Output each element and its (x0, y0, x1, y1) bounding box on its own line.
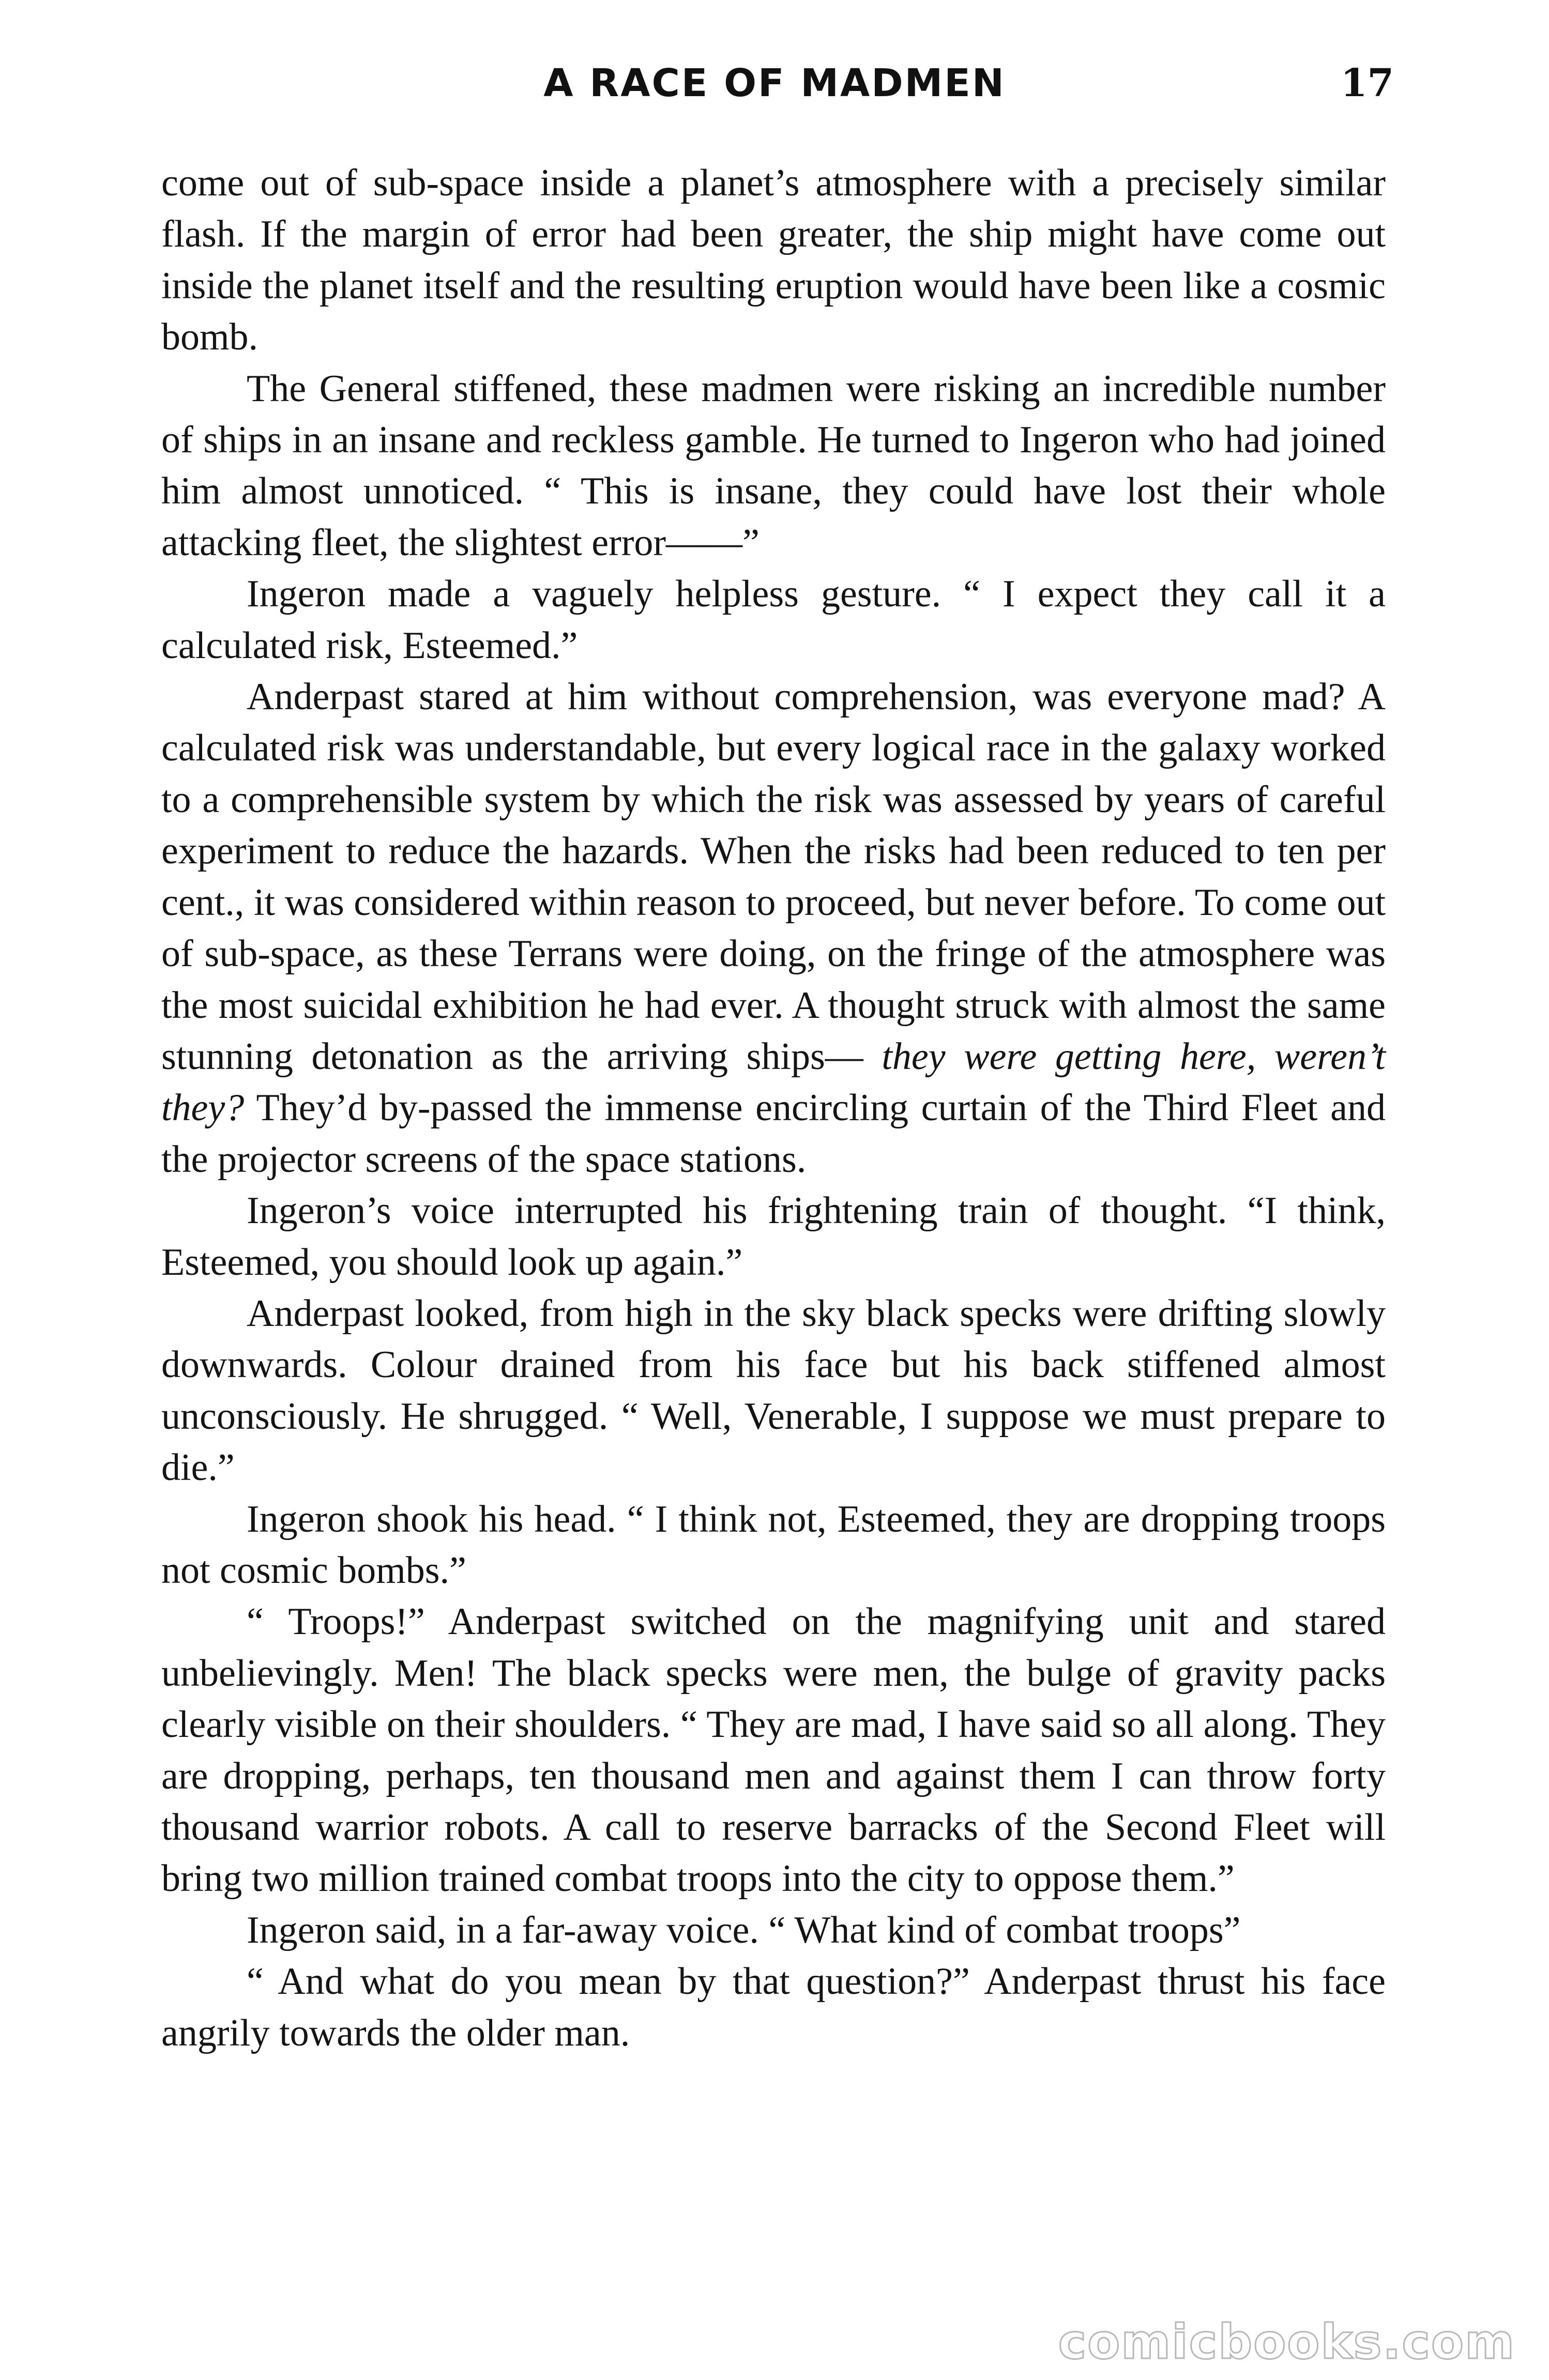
paragraph (161, 569, 1386, 672)
text-segment: Anderpast stared at him without comprehension, was everyone mad? A calculated risk was understandable, but every logical race in the galaxy worked to a comprehensible system by which the risk was assessed by years of careful experiment to reduce the hazards. When the risks had been reduced to ten per cent., it was considered within reason to proceed, but never before. To come out of sub-space, as these Terrans were doing, on the fringe of the atmosphere was the most suicidal exhibition he had ever. A thought struck with almost the same stunning detonation as the arriving ships— (161, 676, 1386, 1078)
text-segment: “ And what do you mean by that question?” Anderpast thrust his face angrily towards the older man. (161, 1960, 1386, 2054)
running-title: A RACE OF MADMEN (543, 61, 1006, 105)
page-number: 17 (1341, 61, 1394, 105)
text-segment: Ingeron said, in a far-away voice. “ What kind of combat troops” (247, 1909, 1241, 1951)
paragraph (161, 158, 1386, 363)
paragraph (161, 672, 1386, 1185)
paragraph (161, 1905, 1386, 1956)
paragraph (161, 1494, 1386, 1597)
paragraph (161, 363, 1386, 569)
text-segment: Ingeron shook his head. “ I think not, Esteemed, they are dropping troops not cosmic bombs.” (161, 1498, 1386, 1592)
paragraph (161, 1288, 1386, 1494)
text-segment: Anderpast looked, from high in the sky black specks were drifting slowly downwards. Colour drained from his face but his back stiffened almost unconsciously. He shrugged. “ Well, Venerable, I suppose we must prepare to die.” (161, 1292, 1386, 1489)
text-segment: “ Troops!” Anderpast switched on the magnifying unit and stared unbelievingly. Men! The black specks were men, the bulge of gravity packs clearly visible on their shoulders. “ They are mad, I have said so all along. They are dropping, perhaps, ten thousand men and against them I can throw forty thousand warrior robots. A call to reserve barracks of the Second Fleet will bring two million trained combat troops into the city to oppose them.” (161, 1600, 1386, 1900)
italic-text: they were getting here, weren’t they? (161, 1035, 1386, 1130)
text-segment: come out of sub-space inside a planet’s atmosphere with a precisely similar flash. If the margin of error had been greater, the ship might have come out inside the planet itself and the resulting eruption would have been like a cosmic bomb. (161, 162, 1386, 359)
text-segment: Ingeron made a vaguely helpless gesture. “ I expect they call it a calculated risk, Esteemed.” (161, 573, 1386, 667)
running-header (0, 61, 1549, 108)
paragraph (161, 1956, 1386, 2059)
watermark-logo: comicbooks.com (1058, 2314, 1515, 2370)
text-segment: They’d by-passed the immense encircling curtain of the Third Fleet and the projector screens of the space stations. (161, 1087, 1386, 1181)
paragraph (161, 1596, 1386, 1904)
text-segment: The General stiffened, these madmen were risking an incredible number of ships in an insane and reckless gamble. He turned to Ingeron who had joined him almost unnoticed. “ This is insane, they could have lost their whole attacking fleet, the slightest error——” (161, 367, 1386, 564)
body-text (161, 158, 1386, 2059)
paragraph (161, 1185, 1386, 1288)
text-segment: Ingeron’s voice interrupted his frightening train of thought. “I think, Esteemed, you should look up again.” (161, 1189, 1386, 1284)
